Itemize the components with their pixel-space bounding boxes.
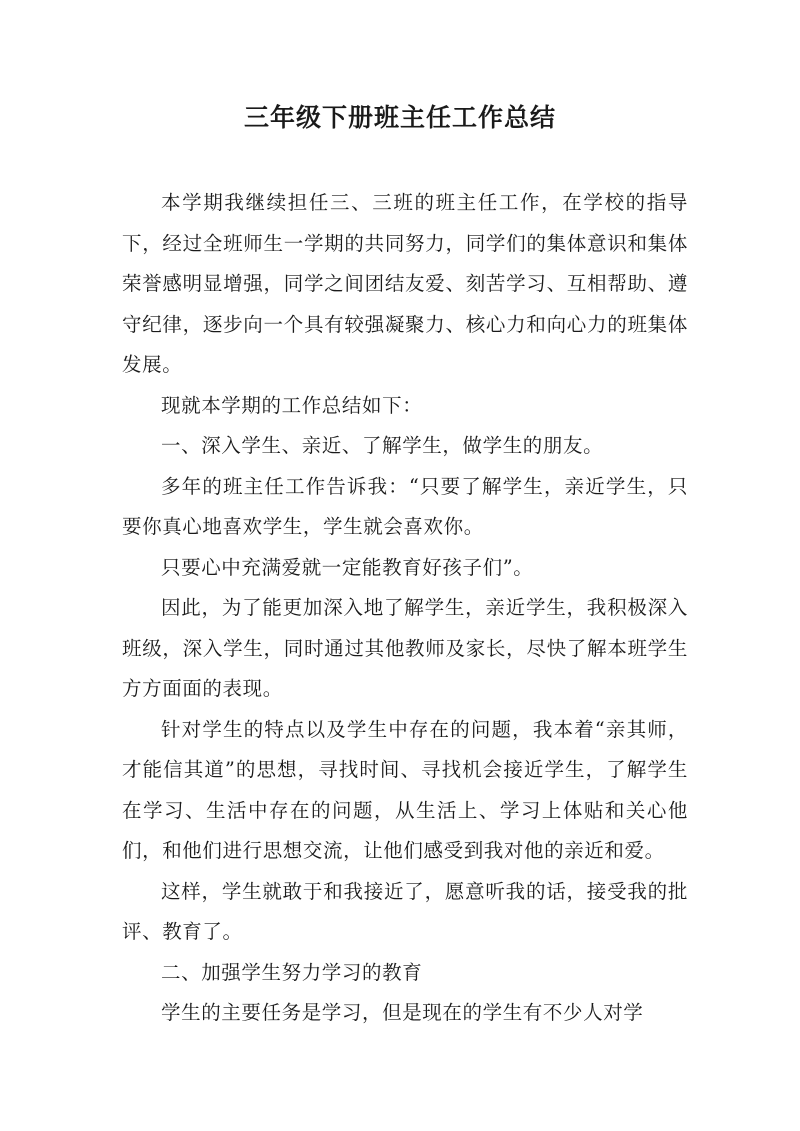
document-title: 三年级下册班主任工作总结 — [243, 103, 556, 132]
paragraph-summary-lead: 现就本学期的工作总结如下： — [161, 393, 423, 417]
section-heading-2: 二、加强学生努力学习的教育 — [161, 960, 423, 984]
paragraph: 多年的班主任工作告诉我：“只要了解学生，亲近学生，只要你真心地喜欢学生，学生就会喜欢你。 — [122, 474, 688, 538]
paragraph: 这样，学生就敢于和我接近了，愿意听我的话，接受我的批评、教育了。 — [122, 879, 688, 943]
document-body — [122, 183, 688, 1034]
paragraph-intro: 本学期我继续担任三、三班的班主任工作，在学校的指导下，经过全班师生一学期的共同努力，同学们的集体意识和集体荣誉感明显增强，同学之间团结友爱、刻苦学习、互相帮助、遵守纪律，逐步向一个具有较强凝聚力、核心力和向心力的班集体发展。 — [122, 191, 688, 376]
paragraph: 因此，为了能更加深入地了解学生，亲近学生，我积极深入班级，深入学生，同时通过其他教师及家长，尽快了解本班学生方方面面的表现。 — [122, 596, 688, 700]
paragraph: 学生的主要任务是学习，但是现在的学生有不少人对学 — [161, 1001, 644, 1024]
section-heading-1: 一、深入学生、亲近、了解学生，做学生的朋友。 — [161, 434, 604, 457]
paragraph: 针对学生的特点以及学生中存在的问题，我本着“亲其师，才能信其道”的思想，寻找时间、寻找机会接近学生，了解学生在学习、生活中存在的问题，从生活上、学习上体贴和关心他们，和他们进行思想交流，让他们感受到我对他的亲近和爱。 — [122, 717, 688, 862]
paragraph: 只要心中充满爱就一定能教育好孩子们”。 — [161, 555, 534, 579]
